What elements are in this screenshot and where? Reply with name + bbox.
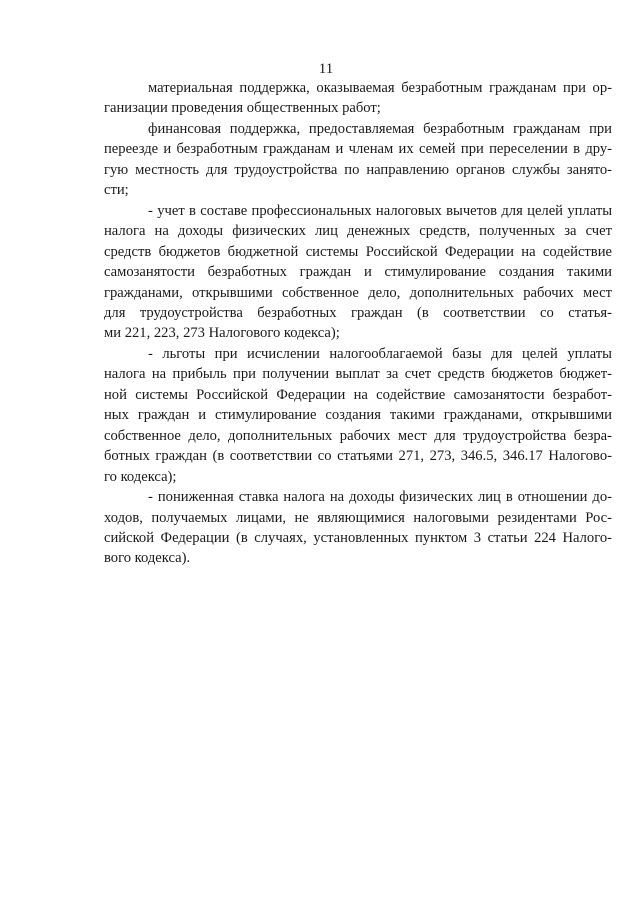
text-line: ганизации проведения общественных работ; [104,100,381,117]
text-line: ходов, получаемых лицами, не являющимися налоговыми резидентами Рос- [104,509,612,526]
text-line: - льготы при исчислении налогооблагаемой базы для целей уплаты [148,345,612,362]
page-number: 11 [318,61,334,77]
paragraph-profit-tax-benefits [104,344,612,487]
text-line: гражданами, открывшими собственное дело, дополнительных рабочих мест [104,284,612,301]
text-line: ми 221, 223, 273 Налогового кодекса); [104,325,340,342]
paragraph-reduced-tax-rate [104,487,612,569]
text-line: ботных граждан (в соответствии со статьями 271, 273, 346.5, 346.17 Налогово- [104,448,612,465]
text-line: - учет в составе профессиональных налоговых вычетов для целей уплаты [148,202,612,219]
paragraph-financial-support [104,119,612,201]
text-line: самозанятости безработных граждан и стимулирование создания такими [104,264,612,281]
text-line: гую местность для трудоустройства по направлению органов службы занято- [104,161,612,178]
paragraph-tax-deductions [104,201,612,344]
paragraph-material-support [104,78,612,119]
text-line: собственное дело, дополнительных рабочих мест для трудоустройства безра- [104,427,612,444]
text-line: налога на доходы физических лиц денежных средств, полученных за счет [104,223,612,240]
text-line: финансовая поддержка, предоставляемая безработным гражданам при [148,120,612,137]
text-line: сти; [104,182,129,199]
text-line: вого кодекса). [104,550,191,567]
text-line: го кодекса); [104,468,177,485]
text-line: материальная поддержка, оказываемая безработным гражданам при ор- [148,80,612,96]
text-line: налога на прибыль при получении выплат за счет средств бюджетов бюджет- [104,366,612,383]
text-line: - пониженная ставка налога на доходы физических лиц в отношении до- [148,489,612,506]
text-line: средств бюджетов бюджетной системы Российской Федерации на содействие [104,243,612,260]
text-line: ных граждан и стимулирование создания такими гражданами, открывшими [104,407,612,424]
document-body [104,78,612,569]
text-line: ной системы Российской Федерации на содействие самозанятости безработ- [104,386,612,403]
text-line: для трудоустройства безработных граждан (в соответствии со статья- [104,304,612,321]
text-line: переезде и безработным гражданам и членам их семей при переселении в дру- [104,141,612,158]
text-line: сийской Федерации (в случаях, установленных пунктом 3 статьи 224 Налого- [104,529,612,546]
